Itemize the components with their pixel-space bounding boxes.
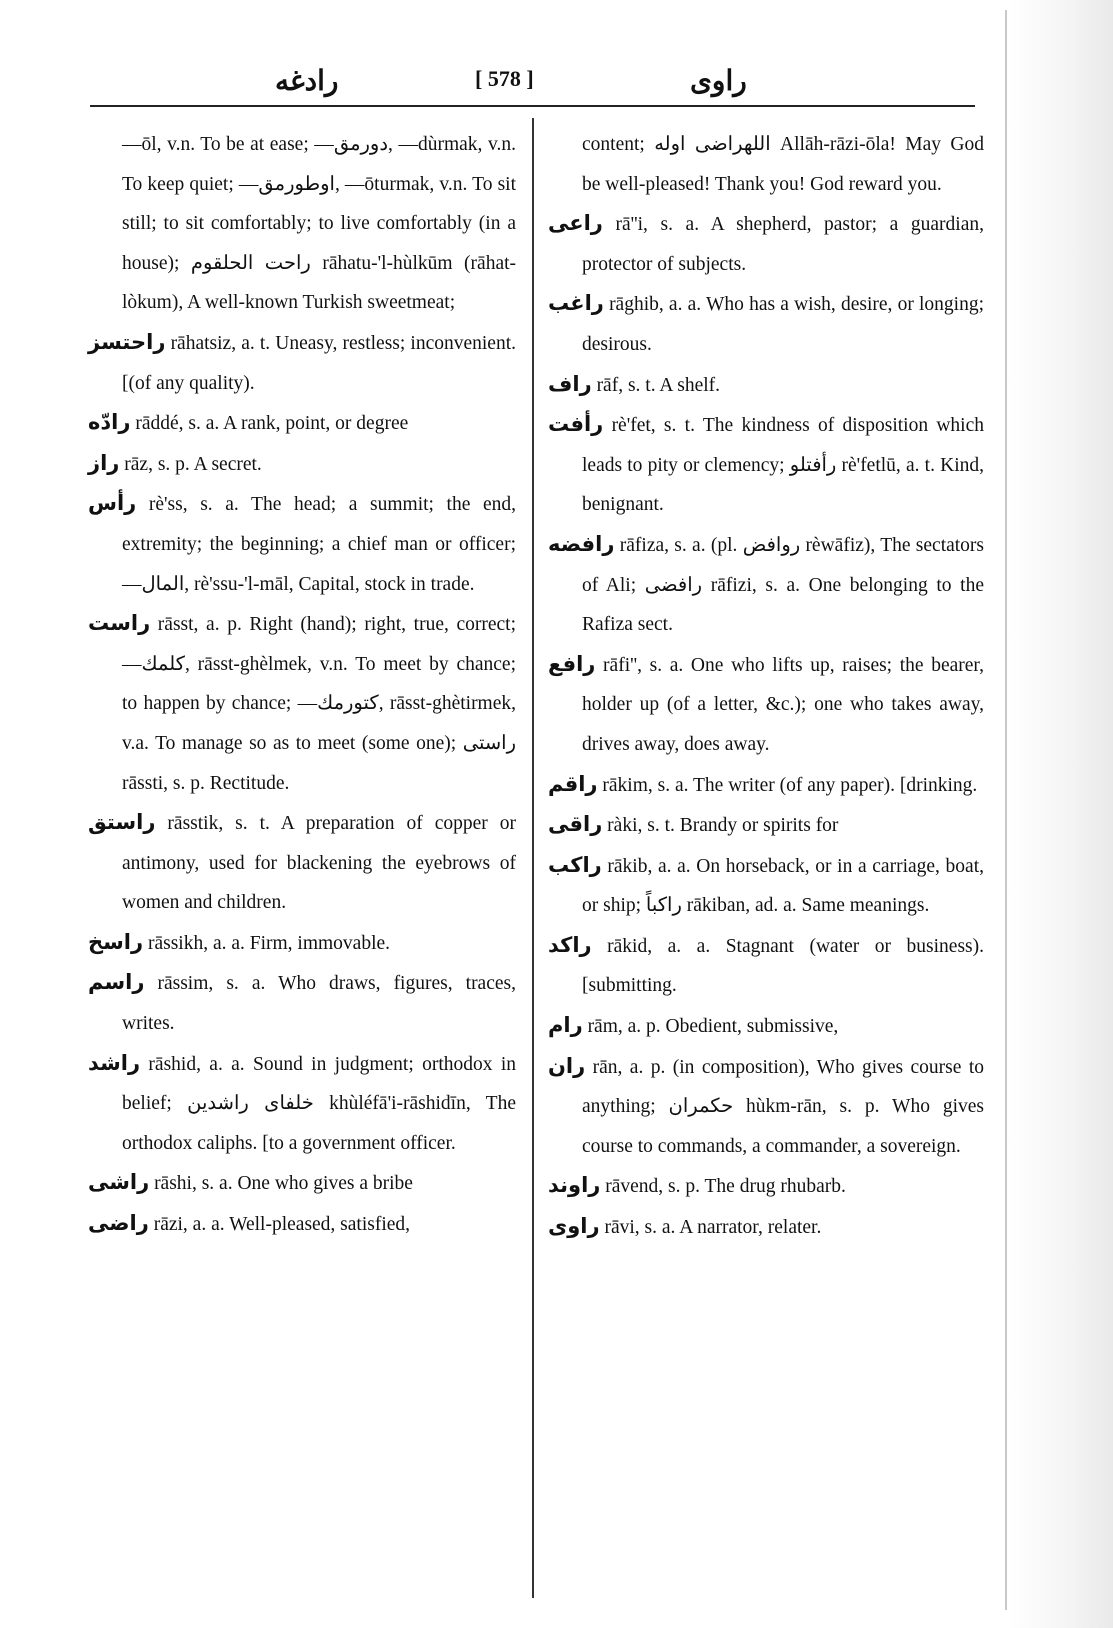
entry-text: rān, a. p. (in composition), Who gives course to anything; حكمران hùkm-rān, s. p. Who gives course to commands, a commander, a sovereign. [582,1056,984,1157]
entry-arabic-headword: راسخ [88,929,144,954]
dictionary-entry [548,284,984,364]
page-edge-shadow [1008,0,1113,1628]
entry-text: rāhatsiz, a. t. Uneasy, restless; inconvenient. [(of any quality). [122,332,516,394]
dictionary-entry [88,803,516,923]
entry-arabic-headword: راكب [548,852,602,877]
entry-arabic-headword: راعى [548,211,603,236]
entry-arabic-headword: رأفت [548,412,604,437]
column-divider [532,118,534,1598]
entry-arabic-headword: راكد [548,932,592,957]
entry-arabic-headword: رافضه [548,531,615,556]
dictionary-entry [548,125,984,204]
dictionary-entry [88,1044,516,1164]
entry-text: rākib, a. a. On horseback, or in a carriage, boat, or ship; راكباً rākiban, ad. a. Same meanings. [582,855,985,917]
running-header [90,62,975,102]
dictionary-entry [548,1166,984,1207]
dictionary-entry [548,1006,984,1047]
dictionary-entry [548,1207,984,1248]
entry-text: —ōl, v.n. To be at ease; —دورمق, —dùrmak, v.n. To keep quiet; —اوطورمق, —ōturmak, v.n. To sit still; to sit comfortably; to live comfortably (in a house); راحت الحلقوم rāhatu-'l-hùlkūm (rāhat-lòkum), A well-known Turkish sweetmeat; [122,134,517,314]
entry-text: content; اللهراضى اوله Allāh-rāzi-ōla! May God be well-pleased! Thank you! God reward you. [582,134,984,195]
dictionary-entry [88,484,516,604]
dictionary-entry [548,645,984,765]
page-number: [ 578 ] [475,66,534,91]
entry-arabic-headword: راز [88,450,120,475]
dictionary-entry [88,963,516,1043]
entry-arabic-headword: ران [548,1053,586,1078]
dictionary-entry [548,365,984,406]
dictionary-entry [548,1047,984,1167]
entry-text: rāfi'', s. a. One who lifts up, raises; the bearer, holder up (of a letter, &c.); one who takes away, drives away, does away. [582,654,985,755]
entry-text: rāsst, a. p. Right (hand); right, true, correct; —كلمك, rāsst-ghèlmek, v.n. To meet by chance; to happen by chance; —كتورمك, rāsst-ghètirmek, v.a. To manage so as to meet (some one); راستى rāssti, s. p. Rectitude. [122,614,517,794]
entry-text: rāz, s. p. A secret. [124,453,262,475]
entry-text: rāvend, s. p. The drug rhubarb. [605,1176,846,1198]
entry-arabic-headword: راحتسز [88,329,166,354]
entry-text: rāddé, s. a. A rank, point, or degree [135,413,409,435]
entry-arabic-headword: راف [548,371,592,396]
dictionary-entry [88,323,516,403]
entry-arabic-headword: رام [548,1013,583,1038]
header-left-arabic: رادغه [275,66,339,97]
dictionary-entry [548,805,984,846]
dictionary-entry [548,204,984,284]
header-rule [90,105,975,107]
entry-text: rāsstik, s. t. A preparation of copper or antimony, used for blackening the eyebrows of women and children. [122,813,516,914]
entry-arabic-headword: رافع [548,651,596,676]
entry-text: rām, a. p. Obedient, submissive, [587,1016,839,1038]
entry-arabic-headword: راقى [548,812,603,837]
dictionary-entry [548,926,984,1006]
entry-text: rāshi, s. a. One who gives a bribe [154,1173,413,1195]
entry-arabic-headword: راقم [548,771,598,796]
entry-arabic-headword: راضى [88,1211,149,1236]
entry-arabic-headword: راغب [548,291,604,316]
dictionary-entry [88,403,516,444]
dictionary-entry [88,1204,516,1245]
entry-text: rā''i, s. a. A shepherd, pastor; a guardian, protector of subjects. [582,214,984,275]
left-column [88,125,516,1245]
entry-text: rāghib, a. a. Who has a wish, desire, or longing; desirous. [582,294,984,355]
entry-arabic-headword: راسم [88,970,145,995]
entry-arabic-headword: راوند [548,1173,601,1198]
dictionary-entry [88,604,516,803]
entry-text: rāssikh, a. a. Firm, immovable. [147,932,391,954]
entry-text: rāfiza, s. a. (pl. روافض rèwāfiz), The sectators of Ali; رافضى rāfizi, s. a. One belonging to the Rafiza sect. [582,534,985,636]
dictionary-entry [548,405,984,525]
entry-arabic-headword: راست [88,611,151,636]
entry-arabic-headword: رادّه [88,410,131,435]
entry-arabic-headword: رأس [88,491,137,516]
entry-arabic-headword: راستق [88,810,156,835]
entry-text: rāshid, a. a. Sound in judgment; orthodox in belief; خلفاى راشدين khùléfā'i-rāshidīn, The orthodox caliphs. [to a government officer. [122,1053,517,1154]
header-right-arabic: راوى [690,66,747,97]
entry-arabic-headword: راشى [88,1170,150,1195]
entry-text: rāzi, a. a. Well-pleased, satisfied, [153,1214,411,1236]
dictionary-entry [88,125,516,323]
entry-text: rè'fet, s. t. The kindness of disposition which leads to pity or clemency; رأفتلو rè'fetlū, a. t. Kind, benignant. [582,415,985,516]
entry-text: rè'ss, s. a. The head; a summit; the end, extremity; the beginning; a chief man or officer; —المال, rè'ssu-'l-māl, Capital, stock in trade. [122,494,517,595]
dictionary-entry [88,444,516,485]
entry-text: rākim, s. a. The writer (of any paper). [drinking. [602,774,978,796]
entry-arabic-headword: راوى [548,1214,600,1239]
dictionary-entry [548,525,984,645]
entry-text: rāf, s. t. A shelf. [596,374,721,396]
entry-arabic-headword: راشد [88,1050,141,1075]
entry-text: rāssim, s. a. Who draws, figures, traces, writes. [122,973,516,1035]
entry-text: rāvi, s. a. A narrator, relater. [604,1217,822,1239]
dictionary-entry [548,846,984,926]
entry-text: rākid, a. a. Stagnant (water or business). [submitting. [582,935,984,997]
dictionary-entry [88,1163,516,1204]
dictionary-entry [88,923,516,964]
page-fold-line [1005,10,1007,1610]
dictionary-entry [548,765,984,806]
right-column [548,125,984,1248]
entry-text: ràki, s. t. Brandy or spirits for [607,815,839,837]
